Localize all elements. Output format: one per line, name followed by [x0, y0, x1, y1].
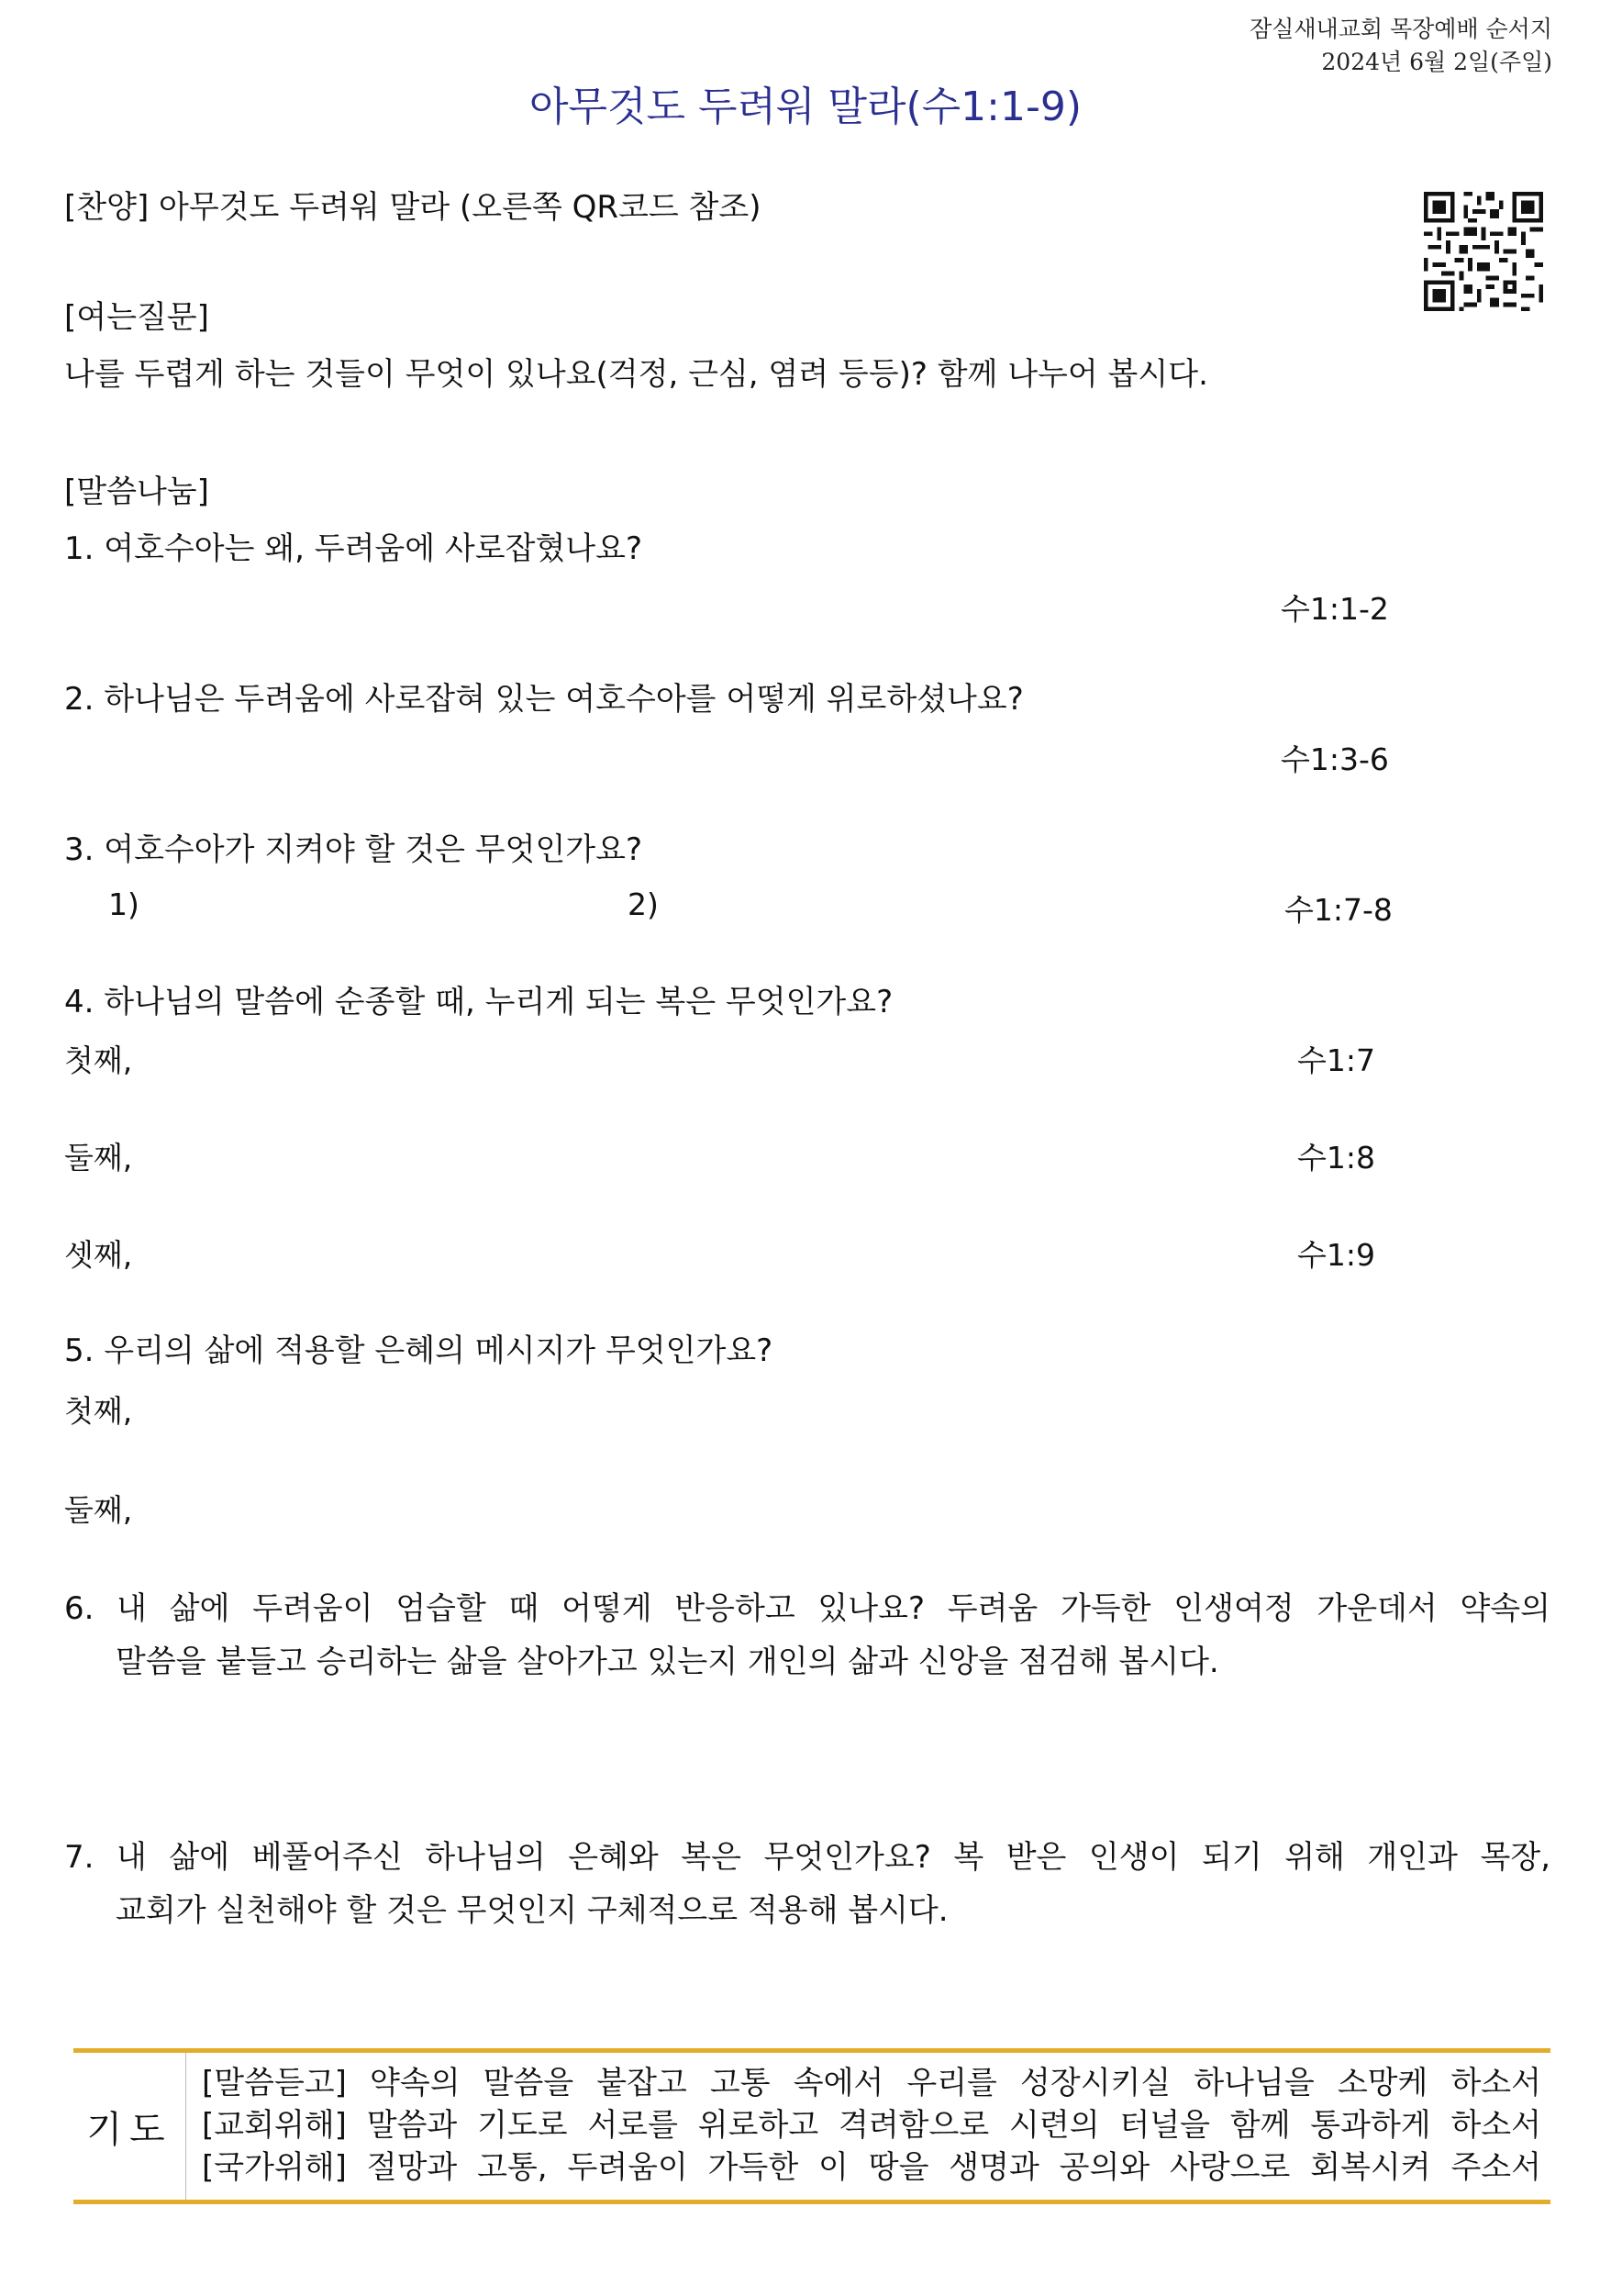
question-1: 1. 여호수아는 왜, 두려움에 사로잡혔나요?: [64, 530, 643, 567]
prayer-line-nation: [국가위해] 절망과 고통, 두려움이 가득한 이 땅을 생명과 공의와 사랑으로 회복시켜 주소서: [202, 2149, 1541, 2186]
question-4-second: 둘째,: [64, 1140, 133, 1176]
question-2: 2. 하나님은 두려움에 사로잡혀 있는 여호수아를 어떻게 위로하셨나요?: [64, 681, 1024, 718]
opening-heading: [여는질문]: [64, 299, 209, 336]
service-date: 2024년 6월 2일(주일): [1321, 49, 1552, 75]
question-2-ref: 수1:3-6: [1281, 741, 1389, 777]
prayer-line-word: [말씀듣고] 약속의 말씀을 붙잡고 고통 속에서 우리를 성장시키실 하나님을 소망케 하소서: [202, 2065, 1541, 2101]
question-3-sub2: 2): [628, 886, 659, 922]
question-7-line2: 교회가 실천해야 할 것은 무엇인지 구체적으로 적용해 봅시다.: [116, 1892, 949, 1929]
question-3: 3. 여호수아가 지켜야 할 것은 무엇인가요?: [64, 831, 643, 868]
question-1-ref: 수1:1-2: [1281, 591, 1389, 627]
church-header: 잠실새내교회 목장예배 순서지: [1250, 16, 1552, 42]
praise-line: [찬양] 아무것도 두려워 말라 (오른쪽 QR코드 참조): [64, 189, 761, 226]
question-4: 4. 하나님의 말씀에 순종할 때, 누리게 되는 복은 무엇인가요?: [64, 984, 894, 1020]
question-5-second: 둘째,: [64, 1492, 133, 1528]
question-3-sub1: 1): [108, 886, 139, 922]
question-6-line1: 6. 내 삶에 두려움이 엄습할 때 어떻게 반응하고 있나요? 두려움 가득한 인생여정 가운데서 약속의: [64, 1590, 1550, 1627]
question-6-line2: 말씀을 붙들고 승리하는 삶을 살아가고 있는지 개인의 삶과 신앙을 점검해 봅시다.: [116, 1644, 1219, 1680]
prayer-label: 기도: [73, 2053, 186, 2200]
question-6: [64, 1582, 1550, 1689]
qr-code-icon[interactable]: [1419, 187, 1548, 316]
question-4-first-ref: 수1:7: [1297, 1042, 1375, 1078]
question-5-first: 첫째,: [64, 1393, 133, 1429]
prayer-box: [73, 2048, 1550, 2204]
prayer-lines: [202, 2062, 1541, 2189]
question-3-ref: 수1:7-8: [1284, 892, 1393, 928]
question-4-third-ref: 수1:9: [1297, 1237, 1375, 1273]
question-7-line1: 7. 내 삶에 베풀어주신 하나님의 은혜와 복은 무엇인가요? 복 받은 인생이 되기 위해 개인과 목장,: [64, 1839, 1550, 1876]
question-4-second-ref: 수1:8: [1297, 1140, 1375, 1176]
question-4-third: 셋째,: [64, 1237, 133, 1273]
page-title: 아무것도 두려워 말라(수1:1-9): [528, 84, 1083, 130]
question-5: 5. 우리의 삶에 적용할 은혜의 메시지가 무엇인가요?: [64, 1332, 773, 1369]
question-4-first: 첫째,: [64, 1042, 133, 1078]
prayer-line-church: [교회위해] 말씀과 기도로 서로를 위로하고 격려함으로 시련의 터널을 함께 통과하게 하소서: [202, 2107, 1541, 2144]
opening-question: 나를 두렵게 하는 것들이 무엇이 있나요(걱정, 근심, 염려 등등)? 함께 나누어 봅시다.: [64, 356, 1208, 393]
sharing-heading: [말씀나눔]: [64, 474, 209, 510]
question-7: [64, 1831, 1550, 1937]
